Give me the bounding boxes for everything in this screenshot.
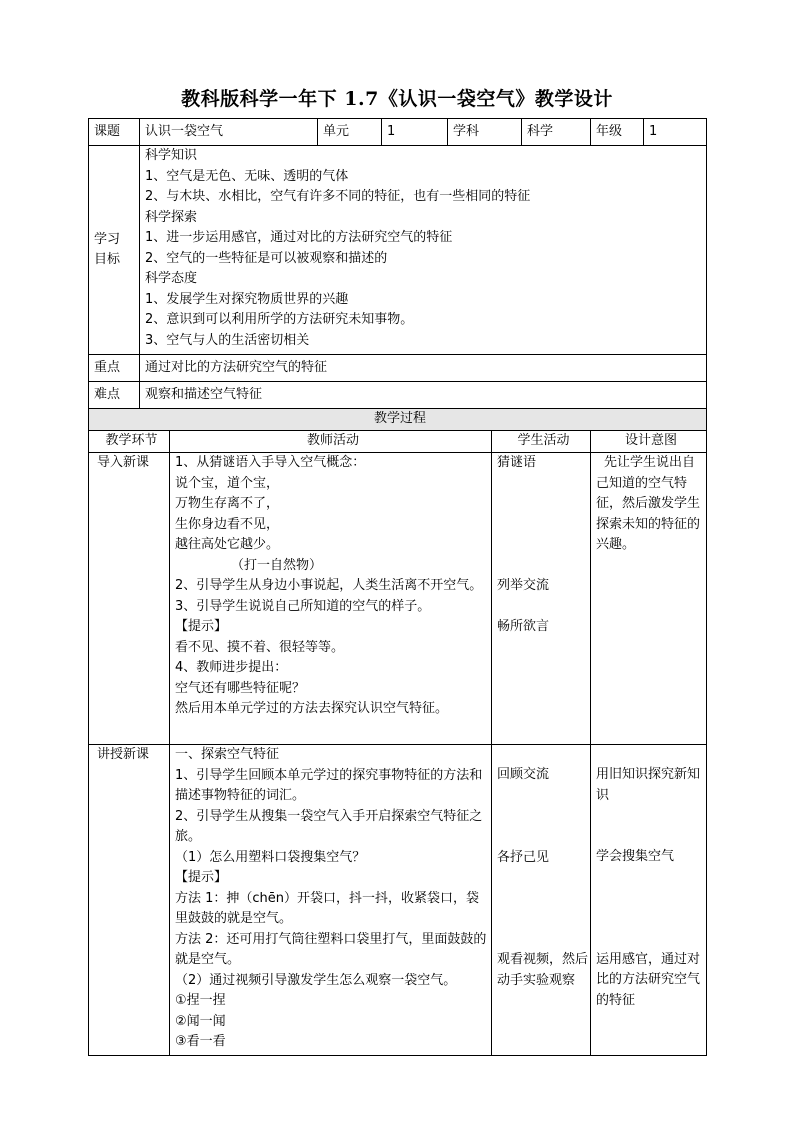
teacher-line: 越往高处它越少。 [175, 537, 280, 552]
unit-label: 单元 [318, 119, 382, 146]
column-header-teacher: 教师活动 [170, 431, 492, 453]
teacher-line: 万物生存离不了， [175, 496, 280, 511]
document-title: 教科版科学一年下 1.7《认识一袋空气》教学设计 [181, 88, 613, 110]
teacher-line: 一、探索空气特征 [175, 747, 280, 762]
topic-label: 课题 [89, 119, 140, 146]
column-header-intent: 设计意图 [591, 431, 707, 453]
student-line: 列举交流 [497, 577, 550, 593]
teacher-activity-intro [170, 453, 492, 745]
intent-line: 用旧知识探究新知识 [596, 767, 701, 803]
stage-intro: 导入新课 [89, 453, 170, 745]
teacher-line: （2）通过视频引导激发学生怎么观察一袋空气。 [175, 972, 457, 988]
unit-value: 1 [382, 119, 448, 146]
difficult-point-text: 观察和描述空气特征 [140, 382, 707, 409]
teacher-line: 【提示】 [175, 619, 228, 634]
teacher-activity-teach [170, 745, 492, 1056]
objective-line: 2、空气的一些特征是可以被观察和描述的 [145, 250, 388, 266]
teacher-line: 【提示】 [175, 870, 228, 885]
stage-teach: 讲授新课 [89, 745, 170, 1056]
teacher-line: 然后用本单元学过的方法去探究认识空气特征。 [175, 701, 449, 716]
teacher-line: 说个宝，道个宝， [175, 475, 280, 491]
student-line: 观看视频，然后动手实验观察 [497, 952, 589, 988]
teacher-line: 2、引导学生从搜集一袋空气入手开启探索空气特征之旅。 [175, 808, 483, 844]
grade-label: 年级 [591, 119, 644, 146]
objectives-label [89, 146, 140, 355]
objective-line: 1、进一步运用感官，通过对比的方法研究空气的特征 [145, 230, 453, 245]
column-header-student: 学生活动 [492, 431, 591, 453]
objective-line: 科学探索 [145, 209, 198, 225]
student-line: 回顾交流 [497, 767, 550, 782]
teacher-line: 2、引导学生从身边小事说起，人类生活离不开空气。 [175, 578, 483, 593]
lesson-info-table [88, 118, 707, 409]
subject-value: 科学 [522, 119, 591, 146]
teacher-line: 3、引导学生说说自己所知道的空气的样子。 [175, 598, 431, 614]
key-point-text: 通过对比的方法研究空气的特征 [140, 355, 707, 382]
objectives-label-text: 学习 目标 [94, 231, 121, 267]
teacher-line: 4、教师进步提出： [175, 660, 288, 675]
teacher-line: 1、从猜谜语入手导入空气概念： [175, 455, 366, 470]
intent-line: 学会搜集空气 [596, 849, 675, 864]
teacher-line: 生你身边看不见， [175, 516, 280, 532]
teacher-line: ③看一看 [175, 1034, 226, 1049]
teacher-line: （打一自然物） [231, 557, 323, 573]
subject-label: 学科 [448, 119, 522, 146]
teacher-line: （1）怎么用塑料口袋搜集空气？ [175, 849, 366, 865]
student-activity-intro [492, 453, 591, 745]
student-line: 猜谜语 [497, 455, 537, 470]
teacher-line: 方法 2：还可用打气筒往塑料口袋里打气，里面鼓鼓的就是空气。 [175, 931, 487, 967]
teacher-line: 方法 1：抻（chēn）开袋口，抖一抖，收紧袋口，袋里鼓鼓的就是空气。 [175, 890, 480, 926]
difficult-point-label: 难点 [89, 382, 140, 409]
objective-line: 科学态度 [145, 271, 198, 286]
teacher-line: 1、引导学生回顾本单元学过的探究事物特征的方法和描述事物特征的词汇。 [175, 767, 483, 803]
teacher-line: 看不见、摸不着、很轻等等。 [175, 639, 345, 655]
grade-value: 1 [644, 119, 707, 146]
column-header-stage: 教学环节 [89, 431, 170, 453]
intent-line: 运用感官，通过对比的方法研究空气的特征 [596, 951, 701, 1008]
teaching-process-table [88, 408, 707, 1056]
topic-value: 认识一袋空气 [140, 119, 318, 146]
objective-line: 科学知识 [145, 148, 198, 163]
objective-line: 3、空气与人的生活密切相关 [145, 332, 310, 348]
objectives-content [140, 146, 707, 355]
teacher-line: ②闻一闻 [175, 1013, 226, 1029]
intent-teach [591, 745, 707, 1056]
student-line: 各抒己见 [497, 849, 550, 865]
key-point-label: 重点 [89, 355, 140, 382]
student-activity-teach [492, 745, 591, 1056]
objective-line: 2、与木块、水相比，空气有许多不同的特征，也有一些相同的特征 [145, 189, 531, 204]
intent-intro: 先让学生说出自己知道的空气特征，然后激发学生探索未知的特征的兴趣。 [591, 453, 707, 745]
student-line: 畅所欲言 [497, 619, 550, 634]
teacher-line: 空气还有哪些特征呢？ [175, 680, 306, 696]
objective-line: 2、意识到可以利用所学的方法研究未知事物。 [145, 312, 414, 327]
objective-line: 1、发展学生对探究物质世界的兴趣 [145, 291, 349, 307]
teacher-line: ①捏一捏 [175, 993, 226, 1008]
objective-line: 1、空气是无色、无味、透明的气体 [145, 168, 349, 184]
process-header: 教学过程 [89, 409, 707, 431]
